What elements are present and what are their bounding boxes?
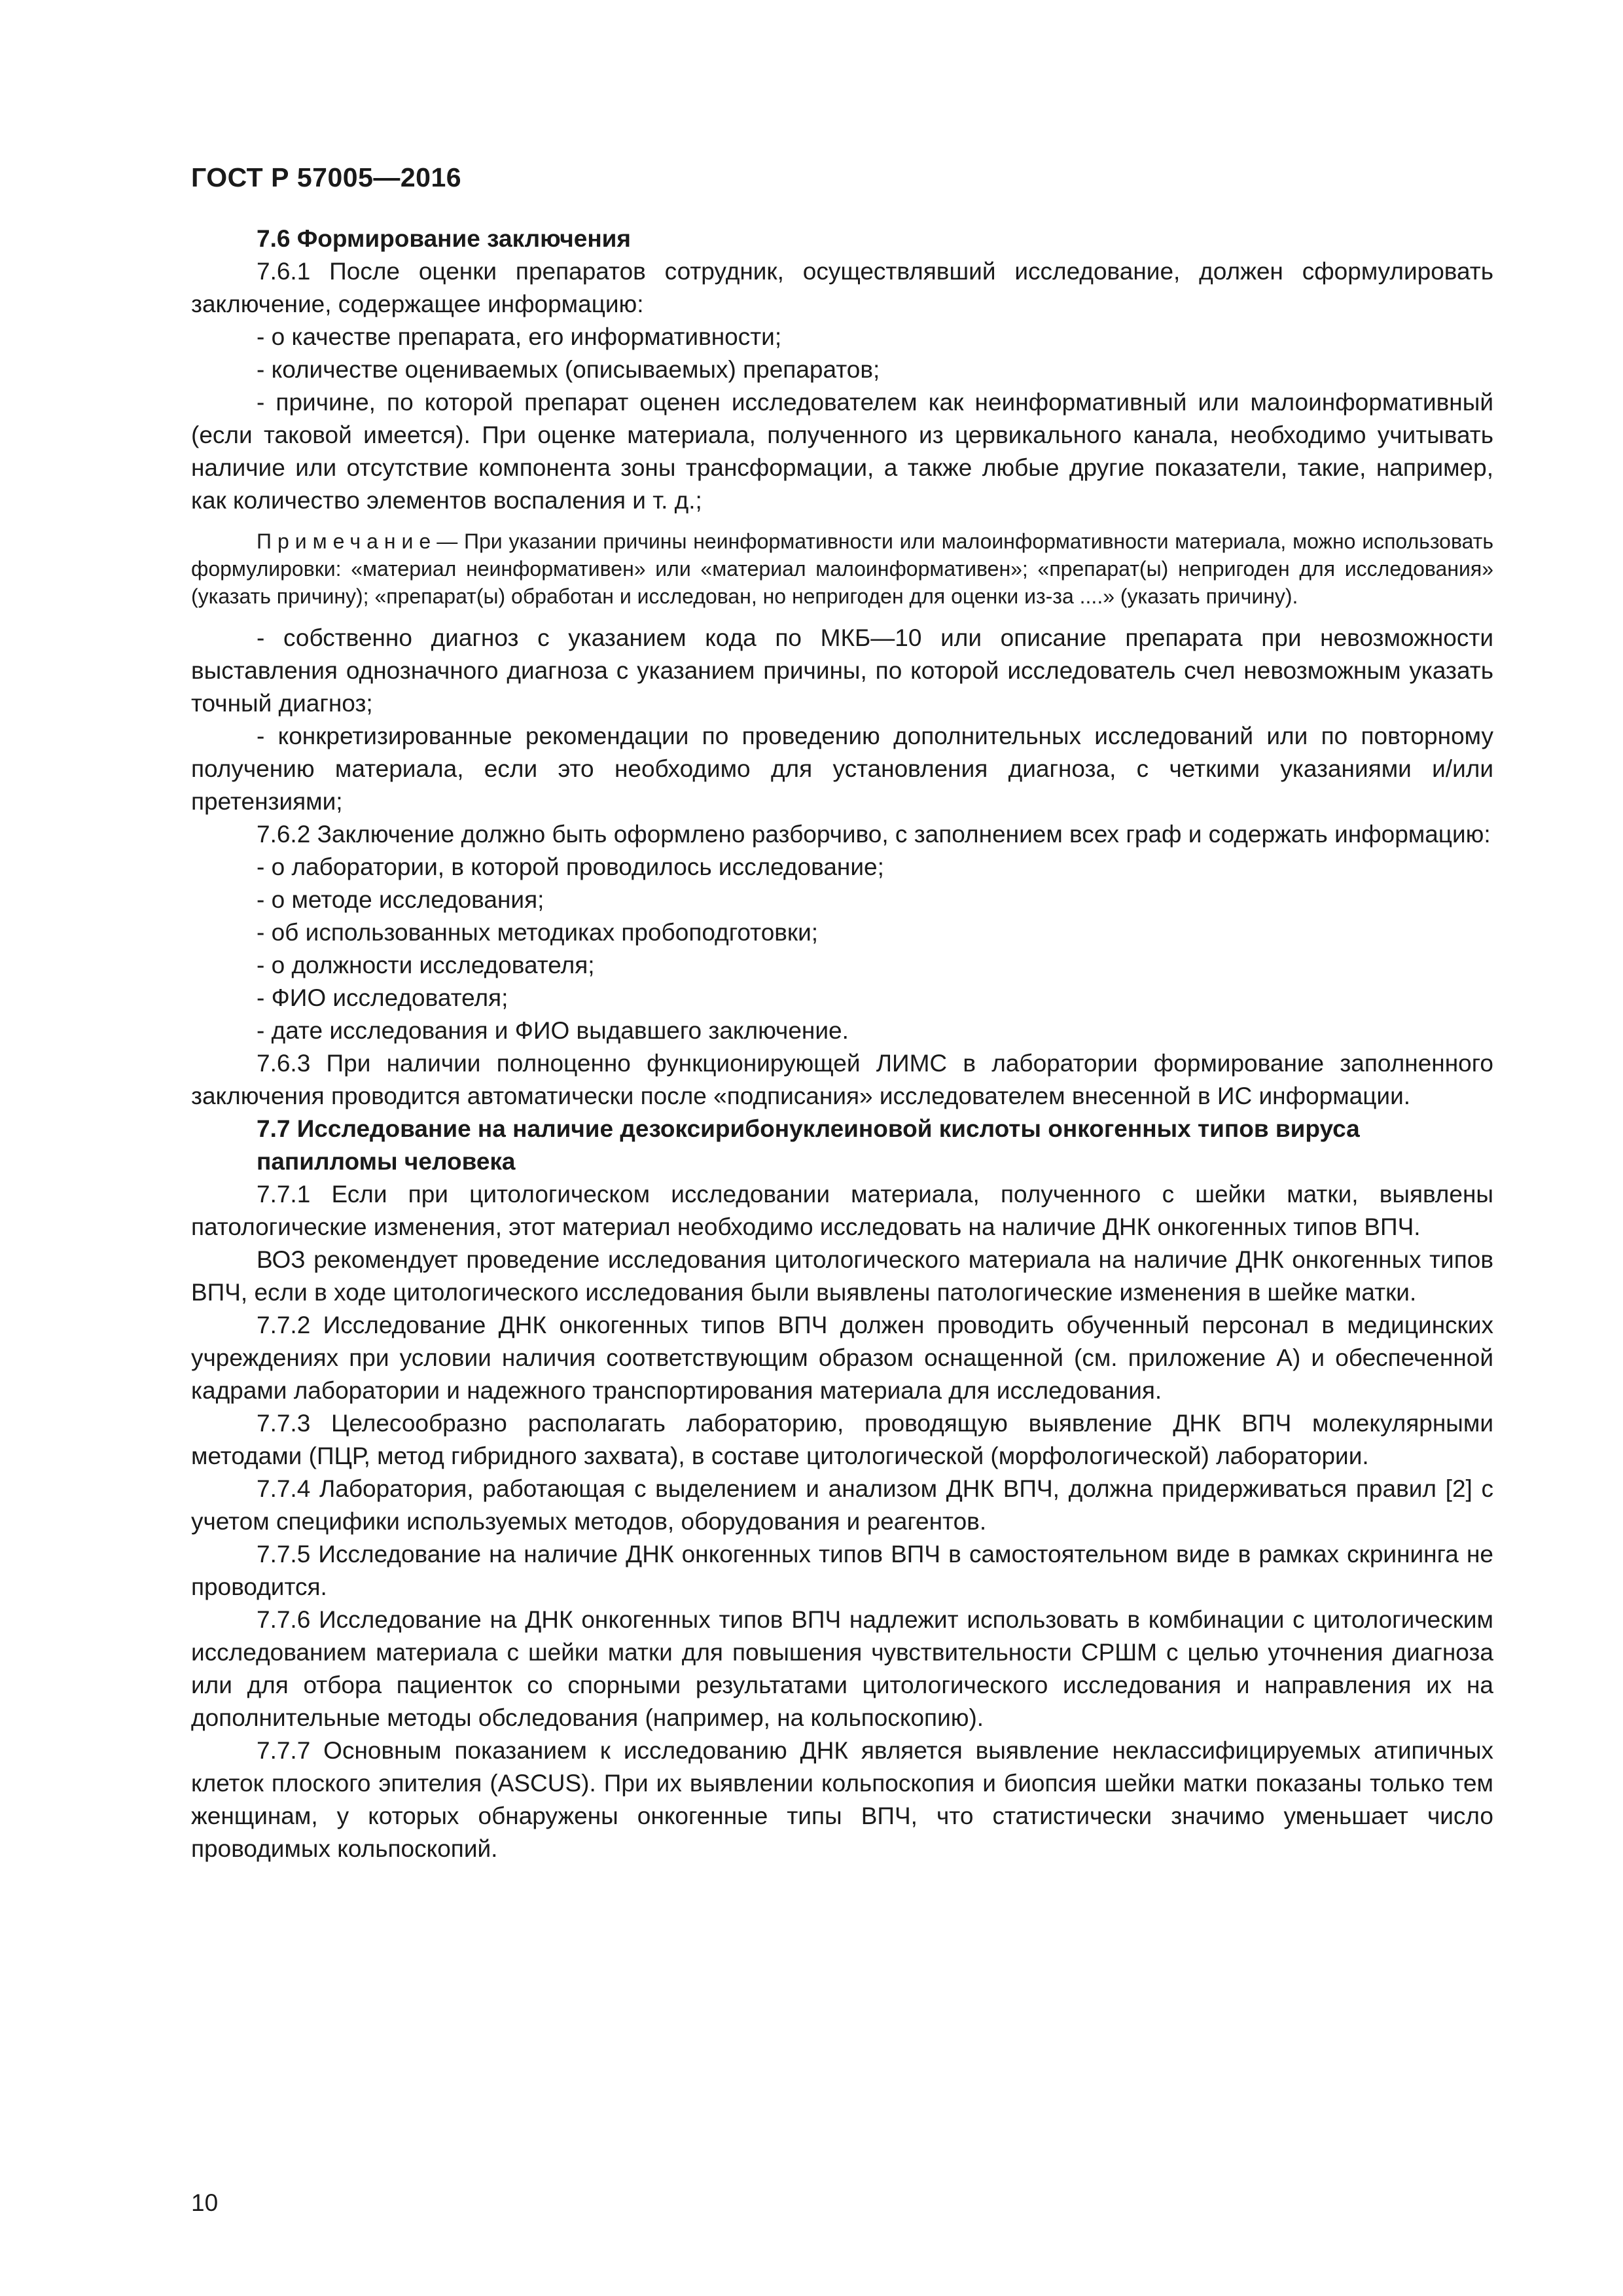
- paragraph-7-7-7: 7.7.7 Основным показанием к исследованию ДНК является выявление неклассифицируемых атипичных клеток плоского эпителия (ASCUS). При их выявлении кольпоскопия и биопсия шейки матки показаны только тем женщинам, у которых обнаружены онкогенные типы ВПЧ, что статистически значимо уменьшает число проводимых кольпоскопий.: [191, 1737, 1493, 1862]
- list-item: - об использованных методиках пробоподготовки;: [257, 919, 819, 946]
- paragraph-7-7-2: 7.7.2 Исследование ДНК онкогенных типов ВПЧ должен проводить обученный персонал в медицинских учреждениях при условии наличия соответствующим образом оснащенной (см. приложение А) и обеспеченной кадрами лаборатории и надежного транспортирования материала для исследования.: [191, 1312, 1493, 1404]
- list-item: - причине, по которой препарат оценен исследователем как неинформативный или малоинформативный (если таковой имеется). При оценке материала, полученного из цервикального канала, необходимо учитывать наличие или отсутствие компонента зоны трансформации, а также любые другие показатели, такие, например, как количество элементов воспаления и т. д.;: [191, 389, 1493, 514]
- paragraph-7-7-3: 7.7.3 Целесообразно располагать лабораторию, проводящую выявление ДНК ВПЧ молекулярными методами (ПЦР, метод гибридного захвата), в составе цитологической (морфологической) лаборатории.: [191, 1410, 1493, 1469]
- document-body: [191, 223, 1493, 1865]
- paragraph-7-6-3: 7.6.3 При наличии полноценно функционирующей ЛИМС в лаборатории формирование заполненного заключения проводится автоматически после «подписания» исследователем внесенной в ИС информации.: [191, 1050, 1493, 1109]
- note-text: — При указании причины неинформативности или малоинформативности материала, можно использовать формулировки: «материал неинформативен» или «материал малоинформативен»; «препарат(ы) непригоден для исследования» (указать причину); «препарат(ы) обработан и исследован, но непригоден для оценки из-за ....» (указать причину).: [191, 529, 1493, 608]
- list-item: - о методе исследования;: [257, 886, 544, 913]
- section-heading-7-7: 7.7 Исследование на наличие дезоксирибонуклеиновой кислоты онкогенных типов вируса папилломы человека: [257, 1115, 1360, 1175]
- list-item: - ФИО исследователя;: [257, 984, 508, 1011]
- paragraph-7-7-1: 7.7.1 Если при цитологическом исследовании материала, полученного с шейки матки, выявлены патологические изменения, этот материал необходимо исследовать на наличие ДНК онкогенных типов ВПЧ.: [191, 1181, 1493, 1240]
- paragraph-7-7-5: 7.7.5 Исследование на наличие ДНК онкогенных типов ВПЧ в самостоятельном виде в рамках скрининга не проводится.: [191, 1541, 1493, 1600]
- list-item: - о качестве препарата, его информативности;: [257, 323, 782, 350]
- paragraph-who-recommendation: ВОЗ рекомендует проведение исследования цитологического материала на наличие ДНК онкогенных типов ВПЧ, если в ходе цитологического исследования были выявлены патологические изменения в шейке матки.: [191, 1246, 1493, 1306]
- paragraph-7-7-6: 7.7.6 Исследование на ДНК онкогенных типов ВПЧ надлежит использовать в комбинации с цитологическим исследованием материала с шейки матки для повышения чувствительности СРШМ с целью уточнения диагноза или для отбора пациенток со спорными результатами цитологического исследования и направления их на дополнительные методы обследования (например, на кольпоскопию).: [191, 1606, 1493, 1731]
- list-item: - о лаборатории, в которой проводилось исследование;: [257, 853, 884, 880]
- list-item: - собственно диагноз с указанием кода по МКБ—10 или описание препарата при невозможности выставления однозначного диагноза с указанием причины, по которой исследователь счел невозможным указать точный диагноз;: [191, 624, 1493, 717]
- list-item: - о должности исследователя;: [257, 952, 595, 978]
- list-item: - конкретизированные рекомендации по проведению дополнительных исследований или по повторному получению материала, если это необходимо для установления диагноза, с четкими указаниями и/или претензиями;: [191, 723, 1493, 815]
- page-number: 10: [191, 2189, 219, 2216]
- document-code-header: ГОСТ Р 57005—2016: [191, 162, 462, 192]
- list-item: - количестве оцениваемых (описываемых) препаратов;: [257, 356, 880, 383]
- section-heading-7-6: 7.6 Формирование заключения: [257, 225, 632, 252]
- note-label: Примечание: [257, 529, 437, 553]
- note-paragraph: [191, 528, 1493, 610]
- list-item: - дате исследования и ФИО выдавшего заключение.: [257, 1017, 849, 1044]
- paragraph-7-7-4: 7.7.4 Лаборатория, работающая с выделением и анализом ДНК ВПЧ, должна придерживаться правил [2] с учетом специфики используемых методов, оборудования и реагентов.: [191, 1475, 1493, 1535]
- paragraph-7-6-1: 7.6.1 После оценки препаратов сотрудник, осуществлявший исследование, должен сформулировать заключение, содержащее информацию:: [191, 258, 1493, 317]
- paragraph-7-6-2: 7.6.2 Заключение должно быть оформлено разборчиво, с заполнением всех граф и содержать информацию:: [257, 821, 1491, 848]
